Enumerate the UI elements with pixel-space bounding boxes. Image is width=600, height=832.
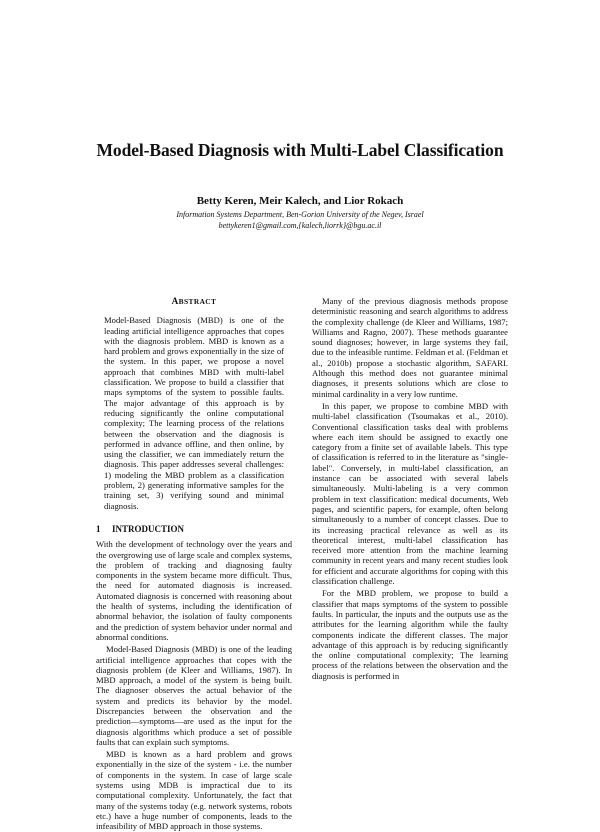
right-column — [312, 296, 508, 681]
intro-paragraph-6: For the MBD problem, we propose to build a classifier that maps symptoms of the system to possible faults. In particular, the inputs and the outputs use as the attributes for the learning algorithm while the faulty components indicate the different classes. The major advantage of this approach is by reducing significantly the online computational complexity; The learning process of the relations between the observation and the diagnosis is performed in — [312, 588, 508, 681]
paper-title: Model-Based Diagnosis with Multi-Label Classification — [96, 140, 504, 160]
left-column — [96, 296, 292, 832]
abstract-heading — [96, 296, 292, 307]
intro-paragraph-4: Many of the previous diagnosis methods propose deterministic reasoning and search algorithms to address the complexity challenge (de Kleer and Williams, 1987; Williams and Ragno, 2007). These methods guarantee sound diagnoses; however, in large systems they fail, due to the infeasible runtime. Feldman et al. (Feldman et al., 2010b) propose a stochastic algorithm, SAFARI. Although this method does not guarantee minimal diagnoses, it presents solutions which are close to minimal cardinality in a very low runtime. — [312, 296, 508, 399]
abstract-heading-rest: BSTRACT — [178, 297, 217, 306]
author-affiliation-block — [0, 210, 600, 231]
section-title: INTRODUCTION — [112, 523, 185, 534]
paper-authors: Betty Keren, Meir Kalech, and Lior Rokach — [196, 195, 404, 207]
section-number: 1 — [96, 523, 101, 534]
intro-paragraph-1: With the development of technology over the years and the overgrowing use of large scale and complex systems, the problem of tracking and diagnosing faulty components in the system became more difficult. Thus, the need for automated diagnosis is increased. Automated diagnosis is concerned with reasoning about the health of systems, including the identification of abnormal behavior, the isolation of faulty components and the prediction of system behavior under normal and abnormal conditions. — [96, 539, 292, 642]
abstract-text: Model-Based Diagnosis (MBD) is one of the leading artificial intelligence approaches that copes with the diagnosis problem. MBD is known as a hard problem and grows exponentially in the size of the system. In this paper, we propose a novel approach that combines MBD with multi-label classification. We propose to build a classifier that maps symptoms of the system to possible faults. The major advantage of this approach is by reducing significantly the online computational complexity; The learning process of the relations between the observation and the diagnosis is performed in advance offline, and then online, by using the classifier, we can immediately return the diagnosis. This paper addresses several challenges: 1) modeling the MBD problem as a classification problem, 2) generating informative samples for the training set, 3) verifying sound and minimal diagnosis. — [104, 315, 284, 511]
author-emails: bettykeren1@gmail.com,{kalech,liorrk}@bgu.ac.il — [218, 220, 382, 230]
section-heading-introduction — [96, 524, 292, 534]
intro-paragraph-2: Model-Based Diagnosis (MBD) is one of the leading artificial intelligence approaches that copes with the diagnosis problem (de Kleer and Williams, 1987). In MBD approach, a model of the system is being built. The diagnoser observes the actual behavior of the system and predicts its behavior by the model. Discrepancies between the observation and the prediction—symptoms—are used as the input for the diagnosis algorithms which produce a set of possible faults that can explain such symptoms. — [96, 644, 292, 747]
intro-paragraph-5: In this paper, we propose to combine MBD with multi-label classification (Tsoumakas et al., 2010). Conventional classification tasks deal with problems where each item should be assigned to exactly one category from a finite set of available labels. This type of classification is referred to in the literature as "single-label". Conversely, in multi-label classification, an instance can be associated with several labels simultaneously. Multi-labeling is a very common problem in text classification: medical documents, Web pages, and scientific papers, for example, often belong simultaneously to a number of concept classes. Due to its increasing practical relevance as well as its theoretical interest, multi-label classification has received more attention from the machine learning community in recent years and many recent studies look for efficient and accurate algorithms for coping with this classification challenge. — [312, 400, 508, 587]
abstract-heading-first-letter: A — [171, 296, 179, 306]
affiliation: Information Systems Department, Ben-Gorion University of the Negev, Israel — [176, 210, 424, 219]
intro-paragraph-3: MBD is known as a hard problem and grows exponentially in the size of the system - i.e. the number of components in the system. In case of large scale systems using MDB is impractical due to its computational complexity. Unfortunately, the fact that many of the systems today (e.g. network systems, robots etc.) have a huge number of components, leads to the infeasibility of MBD approach in those systems. — [96, 749, 292, 832]
